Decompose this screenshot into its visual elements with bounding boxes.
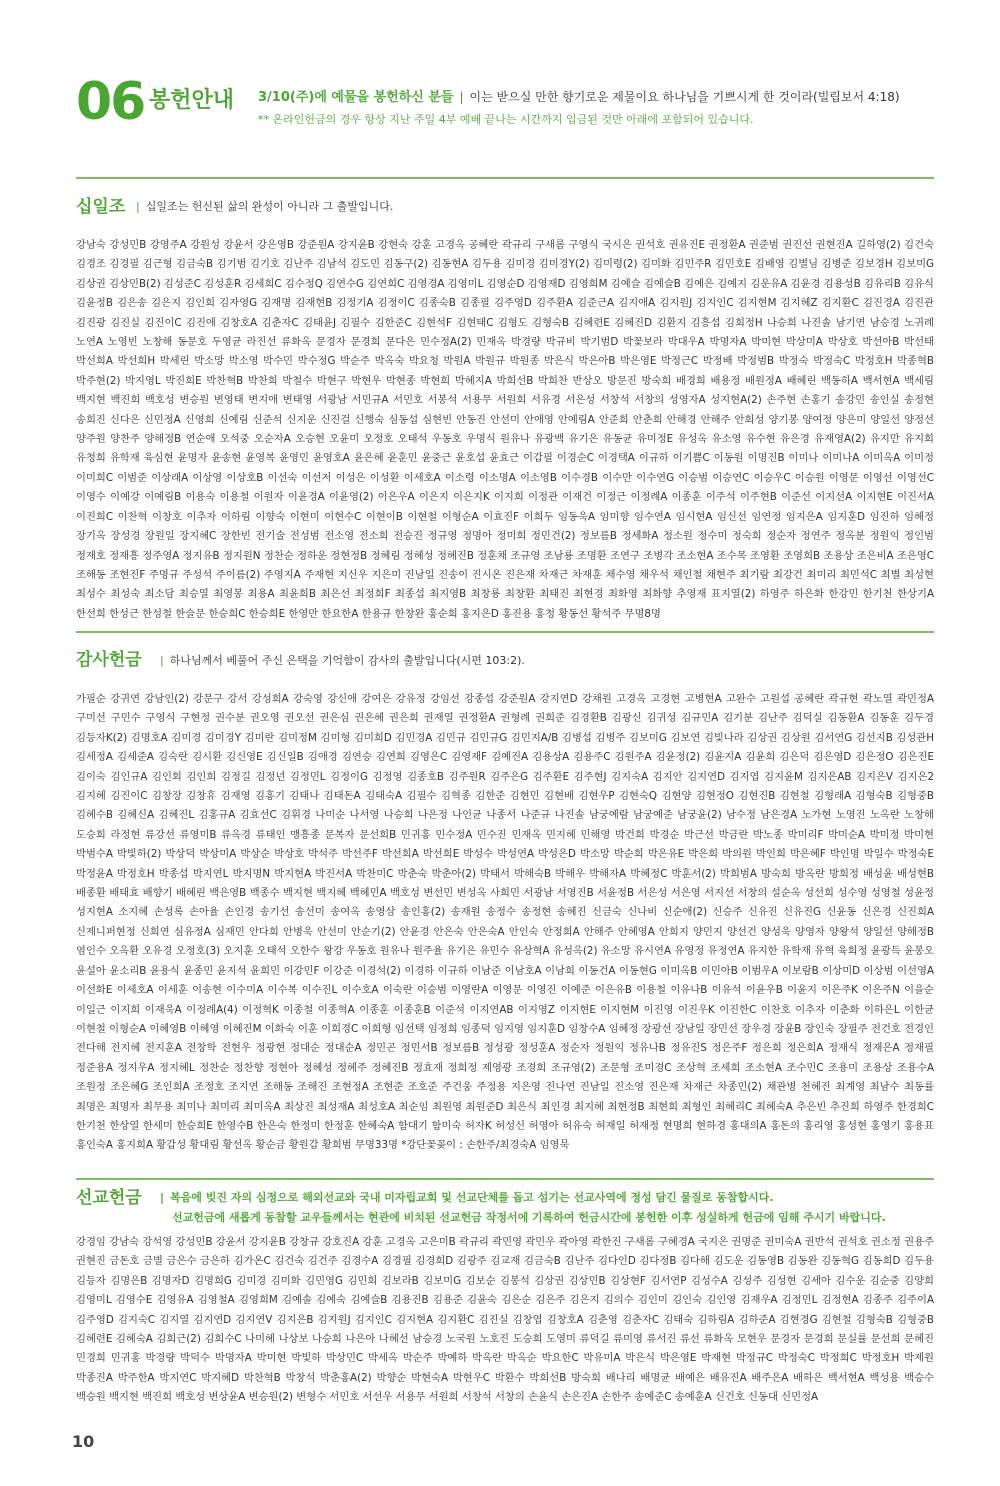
section-title-mission: 선교헌금 (76, 1188, 142, 1208)
section-title-thanks: 감사헌금 (76, 650, 142, 670)
page-header (76, 72, 946, 142)
page-title: 봉헌안내 (149, 88, 235, 113)
mission-names: 강경임 강남숙 강석영 강성민B 강윤서 강지윤B 강창규 강호진A 강훈 고경옥 고은미B 곽규리 곽민영 곽민우 곽아영 곽한진 구새롬 구혜경A 국지은 권명준 권미숙A 권반석 권석호 권소정 권용주 권현진 금돈호 금별 금은수 금은하 김가온C 김건숙 김건주 김경수A 김경필 김경희D 김광주 김교재 김금숙B 김난주 김다인D 김다정B 김다해 김도운 김동영B 김동완 김동혁G 김동희D 김두용 김등자 김명은B 김명자D 김명희G 김미경 김미화 김민영G 김민희 김보라B 김보미G 김보순 김봉석 김상권 김상민B 김상현F 김서연P 김성수A 김성주 김성현 김세아 김수운 김순중 김양희 김영미L 김영수E 김영유A 김영철A 김영희M 김예솔 김예숙 김예슬B 김용진B 김용준 김윤숙 김은순 김은주 김은지 김의수 김인미 김인숙 김인영 김재우A 김정민L 김정현A 김종주 김주이A 김주영D 김지숙C 김지열 김지연D 김지연V 김지은B 김지원J 김지인C 김지현A 김지환C 김진실 김창엽 김창호A 김춘영 김춘자C 김태숙 김하림A 김하준A 김현경G 김현철 김형숙B 김형중B 김혜련E 김혜숙A 김희근(2) 김희수C 나미혜 나상보 나승희 나은아 나혜선 남승경 노국원 노호진 도승희 도영미 류덕길 류미영 류서진 류선 류화옥 모현우 문경자 문경희 문실률 문선희 문혜진 민경희 민귀홍 박경량 박덕수 박명자A 박미현 박빛하 박상민C 박세옥 박순주 박예하 박옥란 박옥순 박요한C 박유미A 박은식 박은영E 박재현 박정규C 박정숙C 박정희C 박정호H 박제원 박종진A 박주한A 박지연C 박지혜D 박찬혁B 박창석 박춘홍A(2) 박향순 박현숙A 박현우C 박환수 박희선B 방숙희 배나리 배명균 배예은 배유진A 배주은A 배하은 백서현A 백성용 백승수 백승원 백지현 백진희 백호성 변상윤A 변승원(2) 변형수 서민호 서선우 서용무 서원희 서창석 서창의 손윤식 손은진A 손한주 송예준C 송예훈A 신건호 신동대 신민정A (76, 1236, 934, 1404)
divider: | (160, 1191, 165, 1204)
subtitle-verse: 이는 받으실 만한 향기로운 제물이요 하나님을 기쁘시게 한 것이라(빌립보서 4:18) (469, 90, 900, 104)
divider: | (136, 200, 140, 213)
divider: | (160, 654, 164, 667)
section-desc-mission-1 (160, 1190, 774, 1206)
divider (76, 177, 934, 179)
tithe-names: 강남숙 강성민B 강영주A 강원성 강윤서 강은영B 강준원A 강지윤B 강현숙 강훈 고경옥 공혜란 곽규리 구새롬 구영식 국시은 권석호 권유진E 권정환A 권준범 권진선 권현진A 길하영(2) 김건숙 김경조 김경필 김근형 김금숙B 김기범 김기호 김난주 김남석 김도민 김동구(2) 김동현A 김두용 김미경 김미경Y(2) 김미령(2) 김미화 김민주R 김민호E 김배영 김별님 김병준 김보경H 김보미G 김상권 김상민B(2) 김성준C 김성훈R 김세희C 김수정Q 김연수G 김연희C 김영경A 김영미L 김영순D 김영재D 김영희M 김예슬 김예슬B 김예은 김예지 김운유A 김윤경 김용성B 김유리B 김유식 김윤정B 김은송 김은지 김인희 김자영G 김재명 김재현B 김정기A 김정이C 김종숙B 김종필 김주영D 김주환A 김준근A 김지애A 김지원J 김지인C 김지현M 김지혜Z 김지환C 김진경A 김진관 김진광 김진실 김진이C 김진애 김창호A 김춘자C 김태윤J 김필수 김한준C 김현석F 김현태C 김형도 김형숙B 김혜련E 김혜진D 김환지 김흥섭 김희정H 나승희 나진솔 남기연 남승경 노귀례 노연A 노영빈 노창해 동문호 두영균 라진선 류화옥 문경자 문경희 문다은 민수정A(2) 민재옥 박경량 박규비 박기범D 박꽃보라 박대우A 박명자A 박미현 박상미A 박상호 박선아B 박선태 박선희A 박선희H 박세린 박소망 박소영 박수민 박수정G 박순주 박옥숙 박요청 박원A 박원규 박원종 박은식 박은아B 박은영E 박정근C 박정배 박정범B 박정숙 박정숙C 박정호H 박종혁B 박주현(2) 박지영L 박진희E 박찬혁B 박찬희 박철수 박현구 박현우 박현종 박현희 박혜지A 박희선B 박희찬 반상오 방문진 방숙희 배경희 배용정 배원정A 배혜린 백동하A 백서현A 백세림 백지현 백진희 백호성 변승원 변영태 변지애 변태영 서광남 서민규A 서민호 서봉석 서용무 서원희 서유경 서은성 서창석 서창의 성영자A 성지현A(2) 손주현 손홍기 송강민 송인실 송정현 송희진 신다은 신민정A 신영희 신예림 신준석 신지운 신진걸 신행숙 심동섭 심현빈 안동진 안선미 안애영 안예림A 안준희 안춘희 안해경 안해주 안희성 양기봉 양여정 양은미 양일선 양정선 양주원 양찬주 양해정B 연순애 오석중 오순자A 오승현 오윤미 오정호 오태석 우동호 우명식 원유나 유광백 유기은 유동균 유미정E 유성옥 유소영 유수현 유은경 유재영A(2) 유지만 유지희 유청희 유학재 육심현 윤명자 윤송현 윤영복 윤영민 윤영호A 윤은혜 윤훈민 윤중근 윤호섭 윤효근 이갑필 이경순C 이경택A 이규하 이기쁨C 이동원 이명진B 이미나 이미나A 이미옥A 이미정 이미희C 이범준 이상래A 이상영 이상호B 이선숙 이선저 이성은 이성환 이세호A 이소령 이소명A 이소영B 이수경B 이수만 이수연G 이승범 이승연C 이승우C 이승원 이영문 이영선 이영선C 이영수 이예강 이예림B 이용숙 이용철 이원자 이윤경A 이윤영(2) 이은우A 이은지 이은지K 이지희 이정관 이재건 이정근 이정례A 이종훈 이주석 이주현B 이준선 이지선A 이지현E 이진서A 이진희C 이찬혁 이창호 이추자 이하림 이향숙 이현미 이현수C 이현이B 이현철 이형순A 이효진F 이희두 임동욱A 임미향 임수연A 임시현A 임신선 임연정 임지은A 임지훈D 임진하 임혜정 장기옥 장성경 장원일 장지혜C 장한빈 전기술 전성범 전소영 전소희 전승진 정규영 정명아 정미희 정민건(2) 정보름B 정세화A 정소원 정수미 정숙희 정순자 정연주 정옥분 정원익 정인범 정재호 정재흥 정주영A 정지유B 정지원N 정찬순 정하운 정현정B 정혜림 정혜성 정혜진B 정훈채 조규영 조남룡 조명환 조연구 조병각 조소현A 조수목 조영환 조영희B 조용상 조은비A 조은영C 조해동 조현진F 주명규 주성석 주이름(2) 주영지A 주재현 지신우 지은미 진남일 진송이 진시온 진은재 차재근 차재훈 채수영 채우석 채인철 채현주 최기람 최강건 최미리 최민석C 최별 최성현 최성수 최성숙 최소담 최승열 최영봉 최용A 최윤희B 최은선 최정희F 최종섭 최지영B 최창룡 최창환 최태진 최현경 최화영 최화향 추영재 표지열(2) 하영주 하은화 한강민 한기천 한상기A 한선희 한성근 한성철 한슬문 한승희C 한승희E 한영만 한요한A 한용규 한창완 홍순희 홍지은D 홍진용 홍청 황동선 황석주 무명8명 (76, 239, 934, 620)
online-note: ** 온라인헌금의 경우 항상 지난 주일 4부 예배 끝나는 시간까지 입금된 것만 아래에 포함되어 있습니다. (258, 113, 754, 126)
divider (76, 1178, 934, 1180)
page-number: 10 (72, 1432, 95, 1451)
divider: | (459, 90, 464, 104)
divider (76, 631, 934, 633)
section-desc-text: 십일조는 헌신된 삶의 완성이 아니라 그 출발입니다. (145, 200, 394, 213)
section-desc-thanks (160, 653, 525, 669)
section-desc-text: 복음에 빚진 자의 심정으로 해외선교와 국내 미자립교회 및 선교단체를 돕고 섬기는 선교사역에 정성 담긴 물질로 동참합시다. (170, 1191, 774, 1204)
subtitle-highlight: 3/10(주)에 예물을 봉헌하신 분들 (258, 90, 454, 105)
subtitle (258, 88, 900, 107)
section-desc-mission-2: 선교헌금에 새롭게 동참할 교우들께서는 현관에 비치된 선교헌금 작정서에 기록하여 헌금시간에 봉헌한 이후 성실하게 헌금에 임해 주시기 바랍니다. (172, 1211, 886, 1224)
section-number: 06 (76, 72, 145, 132)
section-title-tithe: 십일조 (76, 197, 126, 217)
section-desc-tithe (136, 199, 393, 215)
section-desc-text: 하나님께서 베풀어 주신 은택을 기억함이 감사의 출발입니다(시편 103:2). (169, 654, 525, 667)
thanks-names: 가필순 강귀연 강남인(2) 강문구 강서 강성희A 강숙영 강신애 강여은 강유정 강임선 강종섭 강준원A 강지연D 강채원 고경옥 고경현 고병현A 고완수 고원섭 공혜란 곽규현 곽노열 곽민정A 구미선 구민수 구영식 구현정 권수분 권오영 권오선 권은심 권은혜 권은희 권재열 권정환A 권형례 권희준 김경환B 김광신 김귀성 김규민A 김기분 김난주 김덕실 김동환A 김동훈 김두경 김등자K(2) 김명호A 김미경 김미경Y 김미란 김미정M 김미형 김미희D 김민경A 김민규 김민규G 김민지A/B 김병섭 김병주 김보미G 김보연 김빛나라 김상권 김상원 김서연G 김선지B 김성관H 김세정A 김세준A 김숙란 김시환 김신영E 김신일B 김애경 김연승 김연희 김영은C 김영재F 김예진A 김용상A 김용주C 김원주A 김윤정(2) 김윤지A 김윤희 김은덕 김은영D 김은정O 김은진E 김이숙 김인규A 김인회 김인희 김정길 김정년 김정민L 김정이G 김정영 김종호B 김주원R 김주은G 김주환E 김주현J 김지숙A 김지안 김지연D 김지엽 김지윤M 김지은AB 김지은V 김지은2 김지혜 김진이C 김창장 김창휴 김재영 김홍기 김태나 김태돈A 김태숙A 김필수 김혁종 김한준 김현민 김현배 김현우P 김현숙Q 김현양 김현정O 김현진B 김현철 김형래A 김형숙B 김형중B 김혜수B 김혜신A 김혜진L 김홍규A 김효선C 김휘경 나미순 나서영 나승희 나은정 나인균 나종서 나준규 나진솔 남궁예람 남궁예준 남궁윤(2) 남수정 남은경A 노가현 노영진 노옥란 노창해 도승희 라정현 류강선 류영미B 류옥경 류태인 맹흥종 문복자 문선희B 민귀홍 민수정A 민수진 민재옥 민지혜 민해영 박건희 박경순 박근선 박금란 박노종 박미리F 박미순A 박미정 박미현 박범수A 박빛하(2) 박상덕 박상미A 박상순 박상호 박석주 박선주F 박선희A 박선희E 박성수 박성연A 박성은D 박소망 박순희 박은유E 박은희 박의원 박인희 박은혜F 박인명 박일수 박정숙E 박정윤A 박정호H 박종섭 박지연L 박지명N 박지현A 박진서A 박찬미C 박춘숙 박춘아(2) 박태서 박해숙B 박해우 박해자A 박혜정C 박훈서(2) 박희범A 방숙희 방옥란 방희정 배성윤 배성현B 배종환 배태효 배향기 배혜린 백은영B 백종수 백지현 백지혜 백혜민A 백호성 변선민 변성옥 사희민 서광남 서영진B 서윤정B 서은성 서은영 서지선 서창의 설순옥 성선희 성수영 성영철 성윤정 성지현A 소지혜 손성록 손아율 손인경 송기선 송선미 송여옥 송영삼 송인홍(2) 송재원 송정수 송정현 송혜진 신금숙 신나비 신순애(2) 신승주 신유진 신유진G 신윤동 신은경 신진희A 신제니퍼현정 신희연 심유정A 심재민 안다희 안병욱 안선미 안순기(2) 안윤경 안은숙 안은숙A 안인숙 안정희A 안해주 안혜영A 안희지 양민지 양선건 양성욱 양영자 양왕석 양일선 양해정B 염인수 오옥환 오유경 오정호(3) 오지훈 오태석 오한수 왕강 우동호 원유나 원주율 유기은 유민수 유상혁A 유성옥(2) 유소망 유시연A 유영정 유정연A 유지한 유학재 유혁 육희정 윤광득 윤봉오 윤설아 윤소리B 윤용식 윤종민 윤지석 윤희민 이강민F 이강준 이경석(2) 이경하 이규하 이남준 이남호A 이남희 이동건A 이동현G 이미옥B 이민아B 이범우A 이보람B 이상미D 이상범 이선영A 이선화E 이세호A 이세훈 이송현 이수미A 이수복 이수진L 이수호A 이숙란 이승범 이영란A 이영문 이영진 이예준 이은유B 이용철 이유나B 이유석 이윤우B 이윤지 이은주K 이은주N 이을순 이일근 이지희 이재욱A 이정례A(4) 이정혁K 이종철 이종혁A 이종훈 이종훈B 이준석 이지연AB 이지영Z 이지현E 이지현M 이진영 이진우K 이진한C 이찬호 이추자 이춘화 이하은L 이한균 이현철 이형순A 이혜영B 이혜영 이혜진M 이화숙 이훈 이희경C 이희형 임선택 임정희 임종덕 임지영 임지훈D 임창수A 임혜정 장광선 장남일 장민선 장우경 장윤B 장인숙 장필주 전건호 전경인 전다해 전지혜 전지훈A 전창학 전현우 정광현 정대순 정대순A 정민곤 정민서B 정보름B 정성광 정성훈A 정순자 정원익 정유나B 정유진S 정은주F 정은희 정은희A 정재식 정재은A 정재필 정준용A 정지우A 정지혜L 정찬순 정찬향 정현아 정혜성 정혜주 정혜진B 정효재 정희정 제영광 조경희 조규영(2) 조문형 조미경C 조상혁 조세희 조소현A 조수민C 조용미 조용상 조용수A 조원정 조은혜G 조인희A 조정호 조지연 조해동 조해진 조현정A 조현준 조호준 주건웅 주정용 지은영 진나연 진남일 진소영 진은재 차재근 차종민(2) 채관병 천혜진 최계영 최남수 최동률 최명은 최명자 최무용 최미나 최미리 최미옥A 최상진 최성재A 최성호A 최순임 최원영 최원준D 최은식 최인경 최지혜 최현정B 최현희 최형인 최혜리C 최혜숙A 추은빈 추진희 하영주 한경희C 한기천 한상열 한세미 한승희E 한영수B 한은숙 한정미 한정훈 한혜숙A 함대기 함미숙 허자K 허성신 허영아 허유숙 허재일 허재정 현명희 현하경 홍대의A 홍돈의 홍리영 홍성현 홍영기 홍용표 홍인숙A 홍지희A 황갑성 황대림 황선옥 황순금 황원갑 황희범 무명33명 *강단꽃꽂이 : 손한주/최경숙A 임영묵 (76, 693, 934, 1152)
